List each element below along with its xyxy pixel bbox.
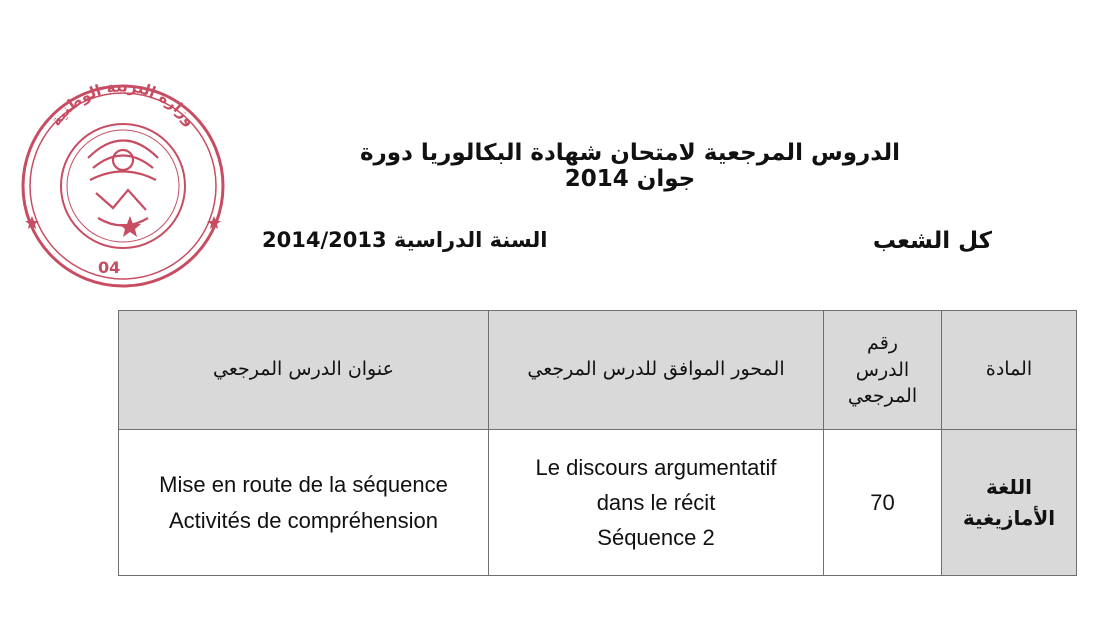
school-year-label: السنة الدراسية 2014/2013 (262, 228, 548, 252)
table-header-row (119, 311, 1077, 430)
header-lesson-title: عنوان الدرس المرجعي (119, 311, 489, 430)
header-lesson-number-line: رقم (867, 332, 898, 355)
header-subject: المادة (942, 311, 1077, 430)
cell-subject (942, 430, 1077, 576)
cell-line: Activités de compréhension (168, 507, 439, 533)
cell-lesson-title (119, 430, 489, 576)
cell-line: Le discours argumentatif (535, 454, 777, 480)
cell-lesson-number: 70 (824, 430, 942, 576)
table-row (119, 430, 1077, 576)
branches-label: كل الشعب (872, 228, 992, 254)
svg-text:04: 04 (98, 258, 121, 277)
cell-line: dans le récit (596, 489, 716, 515)
header-lesson-number (824, 311, 942, 430)
header-lesson-number-line: المرجعي (847, 385, 918, 408)
official-stamp (18, 68, 228, 298)
svg-text:وزارة التربية الوطنية: وزارة التربية الوطنية (46, 77, 200, 130)
cell-axis (489, 430, 824, 576)
header-axis: المحور الموافق للدرس المرجعي (489, 311, 824, 430)
cell-line: Mise en route de la séquence (159, 472, 448, 498)
header-lesson-number-line: الدرس (855, 358, 910, 381)
stamp-seal-icon (18, 68, 228, 298)
reference-lessons-table (118, 310, 1077, 576)
cell-line: اللغة (986, 474, 1032, 499)
document-title: الدروس المرجعية لامتحان شهادة البكالوريا دورة جوان 2014 (359, 140, 901, 192)
cell-line: Séquence 2 (597, 525, 715, 551)
cell-line: الأمازيغية (962, 505, 1056, 530)
